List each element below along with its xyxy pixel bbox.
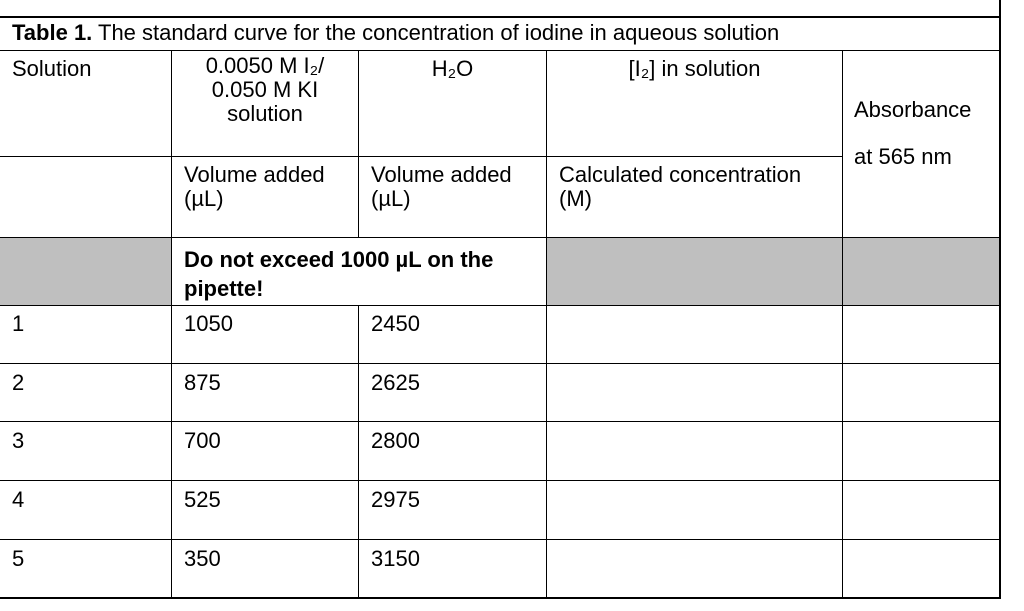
row-stock-cell: 1050 [184, 311, 233, 336]
table-rule-under-title [0, 50, 1001, 51]
warning-row-shading-iodine [547, 238, 842, 305]
table-rule-bottom [0, 597, 1001, 599]
header-absorbance [854, 98, 1000, 169]
table-title [12, 21, 997, 45]
header-absorbance-line2: at 565 nm [854, 144, 952, 169]
row-solution-cell: 2 [12, 370, 25, 395]
row-water-cell: 2625 [371, 370, 420, 395]
row-solution-cell: 5 [12, 546, 25, 571]
row-stock-cell: 875 [184, 370, 221, 395]
subheader-concentration [559, 163, 842, 211]
table-rule-right-edge [999, 0, 1001, 599]
subheader-stock-volume [184, 163, 358, 211]
row-solution-cell: 3 [12, 428, 25, 453]
warning-row-shading-absorbance [843, 238, 1000, 305]
table-rule-row2 [0, 421, 1001, 422]
pipette-warning [184, 245, 544, 303]
pipette-warning-line1: Do not exceed 1000 µL on the [184, 247, 494, 272]
header-stock-solution [172, 54, 358, 126]
column-rule-water [546, 50, 547, 598]
table-title-label: Table 1. [12, 20, 93, 45]
header-solution: Solution [12, 56, 92, 81]
subheader-water-volume [371, 163, 546, 211]
row-solution-cell: 1 [12, 311, 25, 336]
table-rule-under-subheader [0, 237, 1001, 238]
row-water-cell: 2450 [371, 311, 420, 336]
row-water-cell: 3150 [371, 546, 420, 571]
subheader-concentration-line2: (M) [559, 186, 592, 211]
table-rule-under-warning [0, 305, 1001, 306]
table-rule-top [0, 16, 1001, 18]
table-rule-row4 [0, 539, 1001, 540]
subheader-concentration-line1: Calculated concentration [559, 162, 802, 187]
row-solution-cell: 4 [12, 487, 25, 512]
subheader-water-volume-line2: (µL) [371, 186, 411, 211]
column-rule-solution [171, 50, 172, 598]
column-rule-stock-bottom [358, 305, 359, 598]
pipette-warning-line2: pipette! [184, 276, 264, 301]
header-stock-line2: 0.050 M KI [211, 77, 319, 102]
header-absorbance-line1: Absorbance [854, 97, 972, 122]
row-water-cell: 2975 [371, 487, 420, 512]
subheader-water-volume-line1: Volume added [371, 162, 512, 187]
row-stock-cell: 525 [184, 487, 221, 512]
table-title-text: The standard curve for the concentration of iodine in aqueous solution [92, 20, 780, 45]
row-stock-cell: 700 [184, 428, 221, 453]
header-stock-line1: 0.0050 M I₂/ [205, 53, 325, 78]
warning-row-shading [0, 238, 171, 305]
column-rule-iodine [842, 50, 843, 598]
header-water: H₂O [431, 56, 474, 81]
subheader-stock-volume-line1: Volume added [184, 162, 325, 187]
table-rule-under-header [0, 156, 842, 157]
table-rule-row3 [0, 480, 1001, 481]
table-rule-row1 [0, 363, 1001, 364]
header-iodine: [I₂] in solution [628, 56, 761, 81]
subheader-stock-volume-line2: (µL) [184, 186, 224, 211]
row-stock-cell: 350 [184, 546, 221, 571]
row-water-cell: 2800 [371, 428, 420, 453]
header-stock-line3: solution [227, 101, 303, 126]
